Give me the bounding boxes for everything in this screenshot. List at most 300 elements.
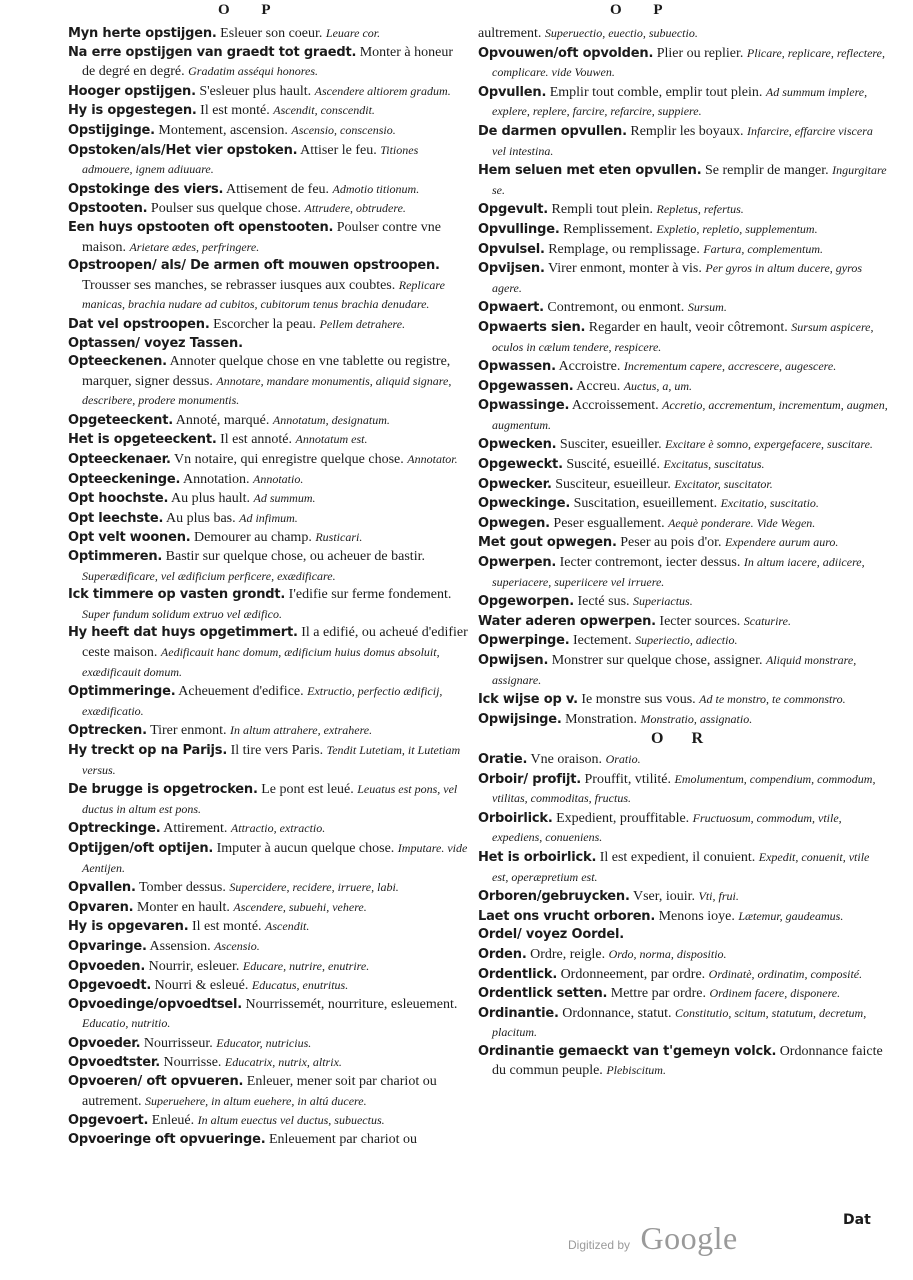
dictionary-entry [68,509,468,529]
headword: Opwijsen. [478,653,549,668]
french-gloss: Le pont est leué. [261,782,354,798]
french-gloss: Accroissement. [571,398,659,414]
latin-gloss: Scaturire. [743,613,791,628]
headword: De darmen opvullen. [478,123,627,139]
french-gloss: Acheuement d'edifice. [178,684,304,700]
french-gloss: Annoter quelque chose en vne tablette ou registre, marquer, signer dessus. [82,354,451,389]
french-gloss: Expedient, prouffitable. [556,810,690,826]
dictionary-entry [478,533,888,553]
latin-gloss: Sursum. [687,300,727,315]
headword: Opwerpen. [478,555,557,571]
french-gloss: Monter en hault. [136,899,230,915]
headword: Opstroopen/ als/ De armen oft mouwen opstroopen. [68,258,440,274]
french-gloss: Il a edifié, ou acheué d'edifier ceste maison. [82,625,468,660]
dictionary-entry [68,315,468,335]
dictionary-entry [68,839,468,878]
headword: De brugge is opgetrocken. [68,782,258,798]
headword: Ordel/ voyez Oordel. [478,927,625,943]
headword: Hy is opgevaren. [68,919,189,935]
french-gloss: Annoté, marqué. [175,412,270,428]
dictionary-entry [68,937,468,957]
headword: Opvaren. [68,899,134,915]
french-gloss: Iecté sus. [577,594,630,610]
dictionary-entry [478,200,888,220]
french-gloss: Iectement. [572,633,632,649]
headword: Opgeteeckent. [68,412,173,428]
latin-gloss: Annotatum est. [295,432,368,447]
latin-gloss: Per gyros in altum ducere, gyros agere. [492,261,862,295]
headword: Myn herte opstijgen. [68,26,217,41]
latin-gloss: Rusticari. [315,530,363,545]
latin-gloss: Expendere aurum auro. [725,535,839,550]
dictionary-entry [478,1004,888,1043]
french-gloss: Peser au pois d'or. [620,535,722,551]
dictionary-entry [478,592,888,612]
headword: Opgevoedt. [68,978,152,994]
dictionary-entry [478,965,888,985]
french-gloss: Mettre par ordre. [610,986,706,1002]
latin-gloss: Titiones admouere, ignem adiuuare. [82,142,419,177]
latin-gloss: In altum euectus vel ductus, subuectus. [197,1113,385,1128]
french-gloss: Au plus hault. [171,491,250,507]
french-gloss: Trousser ses manches, se rebrasser iusques aux coubtes. [82,277,396,293]
dictionary-entry [478,298,888,318]
latin-gloss: Monstratio, assignatio. [640,711,753,726]
headword: Opvoeder. [68,1035,141,1051]
latin-gloss: Repletus, refertus. [656,202,744,217]
latin-gloss: Imputare. vide Aentijen. [82,840,468,875]
headword: Opwijsinge. [478,711,562,727]
french-gloss: Ie monstre sus vous. [581,692,696,708]
headword: Opwaerts sien. [478,319,586,335]
latin-gloss: Admotio titionum. [332,181,420,196]
headword: Opvouwen/oft opvolden. [478,45,654,61]
latin-gloss: Ordinem facere, disponere. [709,986,841,1001]
dictionary-entry [68,257,468,315]
dictionary-entry [478,651,888,690]
headword: Hooger opstijgen. [68,83,196,99]
french-gloss: Attiser le feu. [300,142,377,158]
latin-gloss: Attrudere, obtrudere. [304,201,406,216]
dictionary-entry [478,377,888,397]
latin-gloss: Accretio, accrementum, incrementum, augmen, augmentum. [492,398,888,432]
headword: Ordinantie. [478,1005,559,1021]
headword: Oratie. [478,751,528,767]
french-gloss: Il tire vers Paris. [230,742,324,758]
headword: Opteeckenaer. [68,452,171,468]
dictionary-entry [68,917,468,937]
latin-gloss: Extructio, perfectio ædificij, exædificatio. [82,684,443,718]
latin-gloss: Ascendit. [265,919,310,934]
dictionary-entry [68,624,468,682]
headword: Opwassinge. [478,398,570,414]
latin-gloss: Educatus, enutritus. [251,978,349,993]
dictionary-entry [68,586,468,624]
french-gloss: Monter à honeur de degré en degré. [82,44,454,80]
latin-gloss: Ingurgitare se. [492,163,887,197]
french-gloss: Vn notaire, qui enregistre quelque chose. [174,452,404,468]
headword: Na erre opstijgen van graedt tot graedt. [68,44,357,60]
right-column [478,24,888,1081]
french-gloss: Se remplir de manger. [704,163,829,179]
dictionary-entry [478,494,888,514]
french-gloss: Poulser contre vne maison. [82,219,441,255]
french-gloss: Nourri & esleué. [154,978,249,994]
dictionary-entry [68,430,468,450]
latin-gloss: Educatrix, nutrix, altrix. [224,1055,342,1070]
french-gloss: Nourrisse. [163,1055,222,1071]
latin-gloss: Ad infimum. [239,510,298,525]
french-gloss: Tomber dessus. [138,880,226,896]
dictionary-entry [68,335,468,354]
french-gloss: Nourrissemét, nourriture, esleuement. [245,996,458,1012]
headword: Laet ons vrucht orboren. [478,908,656,924]
headword: Opvoeringe oft opvueringe. [68,1131,266,1147]
dictionary-entry [68,219,468,257]
french-gloss: Vne oraison. [530,751,603,767]
french-gloss: Suscité, esueillé. [566,457,661,473]
dictionary-entry [478,770,888,809]
running-header-left: O P [218,2,285,18]
headword: Opgevoert. [68,1113,149,1129]
french-gloss: Il est expedient, il conuient. [599,849,756,865]
french-gloss: Suscitation, esueillement. [573,496,718,512]
headword: Opvullinge. [478,221,560,237]
dictionary-entry [478,122,888,161]
latin-gloss: Plebiscitum. [606,1063,666,1078]
french-gloss: Regarder en hault, veoir côtremont. [588,319,788,335]
latin-gloss: Supercidere, recidere, irruere, labi. [229,880,399,895]
dictionary-entry [68,470,468,490]
dictionary-entry [478,455,888,475]
latin-gloss: Emolumentum, compendium, commodum, vtilitas, commoditas, fructus. [492,771,876,806]
french-gloss: Vser, iouir. [632,889,696,905]
latin-gloss: Annotatum, designatum. [272,412,390,427]
headword: Een huys opstooten oft openstooten. [68,219,334,235]
french-gloss: Monstration. [565,711,638,727]
google-logo: Google [640,1220,738,1256]
dictionary-entry [68,976,468,996]
dictionary-entry [68,141,468,180]
dictionary-entry [478,1043,888,1081]
dictionary-entry [68,682,468,721]
french-gloss: Emplir tout comble, emplir tout plein. [549,84,763,100]
dictionary-entry [478,83,888,122]
french-gloss: Poulser sus quelque chose. [150,201,301,217]
headword: Het is opgeteeckent. [68,432,217,448]
latin-gloss: Expedit, conuenit, vtile est, operæpretium est. [492,849,870,884]
catchword: Dat [843,1212,871,1228]
latin-gloss: Infarcire, effarcire viscera vel intestina. [492,123,873,158]
dictionary-entry [478,357,888,377]
headword: Opvijsen. [478,261,545,277]
headword: Ick timmere op vasten grondt. [68,587,286,603]
dictionary-entry [478,631,888,651]
headword: Hy is opgestegen. [68,103,197,119]
latin-gloss: Incrementum capere, accrescere, augescere. [623,359,837,374]
dictionary-entry [68,819,468,839]
french-gloss: Rempli tout plein. [551,202,654,218]
french-gloss: Ordonnance faicte du commun peuple. [492,1043,883,1079]
latin-gloss: Ascendere altiorem gradum. [314,83,451,98]
headword: Optimmeren. [68,549,163,565]
latin-gloss: Ascensio. [214,938,260,953]
dictionary-entry [478,514,888,534]
dictionary-entry [68,528,468,548]
french-gloss: Enleuer, mener soit par chariot ou autrement. [82,1074,437,1109]
dictionary-entry [68,780,468,819]
dictionary-entry [478,750,888,770]
headword: Ordinantie gemaeckt van t'gemeyn volck. [478,1043,777,1059]
latin-gloss: Oratio. [605,751,641,766]
latin-gloss: Aequè ponderare. Vide Wegen. [668,515,816,530]
headword: Opgewassen. [478,378,574,394]
dictionary-entry [68,1111,468,1131]
french-gloss: Nourrir, esleuer. [148,958,240,974]
latin-gloss: Replicare manicas, brachia nudare ad cubitos, cubitorum tenus brachia denudare. [82,277,445,312]
french-gloss: Susciteur, esueilleur. [555,476,671,492]
latin-gloss: Annotator. [407,452,458,467]
headword: Opstijginge. [68,122,155,138]
dictionary-entry [68,450,468,470]
latin-gloss: Annotatio. [253,471,304,486]
headword: Opvullen. [478,84,547,100]
french-gloss: Enleuement par chariot ou [268,1131,418,1147]
headword: Opvoeren/ oft opvueren. [68,1074,244,1090]
french-gloss: Remplissement. [563,221,653,237]
french-gloss: Monstrer sur quelque chose, assigner. [551,653,763,668]
latin-gloss: Superædificare, vel ædificium perficere, exædificare. [82,568,336,583]
latin-gloss: Excitatio, suscitatio. [720,496,819,511]
headword: Orboirlick. [478,810,553,826]
latin-gloss: Annotare, mandare monumentis, aliquid signare, describere, prodere monumentis. [82,373,452,408]
headword: Hem seluen met eten opvullen. [478,163,702,179]
french-gloss: Demourer au champ. [194,530,312,546]
latin-gloss: Tendit Lutetiam, it Lutetiam versus. [82,742,461,777]
latin-gloss: Educatio, nutritio. [82,1016,171,1031]
french-gloss: Il est monté. [200,103,270,119]
left-column [68,24,468,1149]
dictionary-entry [68,996,468,1034]
dictionary-entry [68,489,468,509]
headword: Opgeworpen. [478,594,574,610]
headword: Het is orboirlick. [478,849,597,865]
french-gloss: Virer enmont, monter à vis. [547,261,702,277]
headword: Ordentlick. [478,966,558,982]
headword: Opwegen. [478,515,550,531]
headword: Opvulsel. [478,241,545,257]
latin-gloss: Aliquid monstrare, assignare. [492,653,857,687]
dictionary-entry [68,957,468,977]
latin-gloss: Ascendere, subuehi, vehere. [233,899,367,914]
latin-gloss: Attractio, extractio. [230,821,326,836]
french-gloss: Enleué. [151,1113,195,1129]
dictionary-entry [68,1131,468,1150]
french-gloss: Attisement de feu. [226,181,330,197]
latin-gloss: Excitare è somno, expergefacere, suscitare. [665,437,873,452]
headword: Opt hoochste. [68,491,169,507]
headword: Opstokinge des viers. [68,181,224,197]
latin-gloss: Excitatus, suscitatus. [663,457,765,472]
latin-gloss: Arietare ædes, perfringere. [129,239,260,254]
french-gloss: Plier ou replier. [656,45,744,61]
french-gloss: Remplage, ou remplissage. [548,241,700,257]
dictionary-entry [478,44,888,83]
dictionary-entry [478,259,888,298]
headword: Opwaert. [478,300,544,316]
dictionary-entry [68,24,468,44]
dictionary-entry [478,809,888,848]
dictionary-entry [68,1053,468,1073]
latin-gloss: Superuehere, in altum euehere, in altú ducere. [144,1093,367,1108]
headword: Opvoeden. [68,958,146,974]
headword: Opt velt woonen. [68,530,191,546]
headword: Ick wijse op v. [478,692,578,708]
dictionary-entry [478,553,888,592]
dictionary-entry [68,721,468,741]
dictionary-entry [68,548,468,586]
french-gloss: Contremont, ou enmont. [547,300,685,316]
latin-gloss: Superuectio, euectio, subuectio. [544,26,698,40]
dictionary-entry [68,741,468,780]
dictionary-entry [68,121,468,141]
dictionary-entry [68,411,468,431]
latin-gloss: Superiectio, adiectio. [635,633,738,648]
french-gloss: Accroistre. [558,359,621,375]
headword: Hy treckt op na Parijs. [68,742,228,758]
dictionary-entry [478,475,888,495]
headword: Opwecker. [478,476,552,492]
latin-gloss: In altum iacere, adiicere, superiacere, superiicere vel irruere. [492,555,865,589]
dictionary-entry [478,690,888,710]
french-gloss: Il est monté. [191,919,262,935]
latin-gloss: Ad summum. [253,491,316,506]
french-gloss: Assension. [149,938,211,954]
french-gloss: Remplir les boyaux. [630,123,744,139]
headword: Opteeckenen. [68,354,167,370]
latin-gloss: Gradatim asséqui honores. [188,64,318,79]
dictionary-entry [68,878,468,898]
headword: Opstooten. [68,201,148,217]
headword: Opgeweckt. [478,457,563,473]
headword: Opweckinge. [478,496,571,512]
latin-gloss: Expletio, repletio, supplementum. [656,221,818,236]
latin-gloss: Fructuosum, commodum, vtile, expediens, conueniens. [492,810,842,845]
latin-gloss: In altum attrahere, extrahere. [230,723,373,738]
latin-gloss: Constitutio, scitum, statutum, decretum, placitum. [492,1005,867,1040]
headword: Opvoedinge/opvoedtsel. [68,996,242,1012]
latin-gloss: Superiactus. [633,594,693,609]
headword: Water aderen opwerpen. [478,613,656,629]
french-gloss: Nourrisseur. [143,1035,213,1051]
latin-gloss: Lætemur, gaudeamus. [738,908,844,923]
headword: Optassen/ voyez Tassen. [68,335,243,351]
headword: Opt leechste. [68,510,164,526]
french-gloss: Accreu. [576,378,621,394]
headword: Met gout opwegen. [478,535,617,551]
headword: Opwecken. [478,437,557,453]
french-gloss: aultrement. [478,26,542,41]
french-gloss: Ordonnance, statut. [562,1005,672,1021]
french-gloss: Susciter, esueiller. [559,437,662,453]
french-gloss: Tirer enmont. [150,723,227,739]
french-gloss: Ordre, reigle. [530,946,606,962]
headword: Opwassen. [478,359,556,375]
dictionary-entry [68,353,468,411]
dictionary-entry [478,318,888,357]
dictionary-entry [68,1073,468,1111]
headword: Opvoedtster. [68,1055,160,1071]
headword: Opstoken/als/Het vier opstoken. [68,142,298,158]
headword: Dat vel opstroopen. [68,316,210,332]
latin-gloss: Ordinatè, ordinatim, composité. [708,966,863,981]
latin-gloss: Fartura, complementum. [703,241,823,256]
french-gloss: Il est annoté. [220,432,293,448]
dictionary-entry [478,907,888,927]
french-gloss: Annotation. [183,471,250,487]
running-header-right: O P [610,2,677,18]
latin-gloss: Aedificauit hanc domum, ædificium huius domus absoluit, exædificauit domum. [82,645,440,679]
latin-gloss: Ad summum implere, explere, replere, farcire, refarcire, suppiere. [492,84,868,119]
headword: Orboir/ profijt. [478,771,582,787]
latin-gloss: Plicare, replicare, reflectere, complicare. vide Vouwen. [492,45,885,80]
headword: Orboren/gebruycken. [478,889,630,905]
latin-gloss: Excitator, suscitator. [674,476,773,491]
digitized-watermark [568,1220,738,1257]
dictionary-entry [478,435,888,455]
latin-gloss: Leuare cor. [325,26,381,40]
french-gloss: Montement, ascension. [158,122,288,138]
french-gloss: Imputer à aucun quelque chose. [216,840,395,856]
dictionary-entry [478,161,888,200]
headword: Opvallen. [68,880,136,896]
headword: Ordentlick setten. [478,986,608,1002]
dictionary-entry [68,898,468,918]
french-gloss: Au plus bas. [166,510,236,526]
french-gloss: Bastir sur quelque chose, ou acheuer de bastir. [165,549,425,565]
latin-gloss: Ascendit, conscendit. [273,103,375,118]
headword: Opwerpinge. [478,633,570,649]
dictionary-entry [478,945,888,965]
french-gloss: Ordonneement, par ordre. [560,966,706,982]
latin-gloss: Educare, nutrire, enutrire. [242,958,370,973]
latin-gloss: Ordo, norma, dispositio. [608,946,727,961]
french-gloss: Iecter sources. [659,613,741,629]
latin-gloss: Sursum aspicere, oculos in cælum tendere, respicere. [492,319,874,354]
dictionary-entry [478,240,888,260]
french-gloss: Iecter contremont, iecter dessus. [559,555,741,571]
french-gloss: Menons ioye. [658,908,735,924]
watermark-prefix: Digitized by [568,1238,631,1252]
dictionary-entry [478,220,888,240]
headword: Optijgen/oft optijen. [68,840,214,856]
dictionary-entry [68,82,468,102]
french-gloss: Esleuer son coeur. [220,26,323,41]
headword: Orden. [478,946,527,962]
headword: Opvaringe. [68,938,147,954]
dictionary-entry [478,612,888,632]
dictionary-entry [478,396,888,435]
latin-gloss: Auctus, a, um. [623,378,693,393]
dictionary-entry [478,926,888,945]
latin-gloss: Ad te monstro, te commonstro. [699,692,846,707]
latin-gloss: Pellem detrahere. [319,316,406,331]
dictionary-entry [68,1034,468,1054]
latin-gloss: Vti, frui. [698,889,739,904]
french-gloss: Peser esguallement. [553,515,665,531]
section-heading: O R [651,730,715,748]
latin-gloss: Educator, nutricius. [216,1035,312,1050]
